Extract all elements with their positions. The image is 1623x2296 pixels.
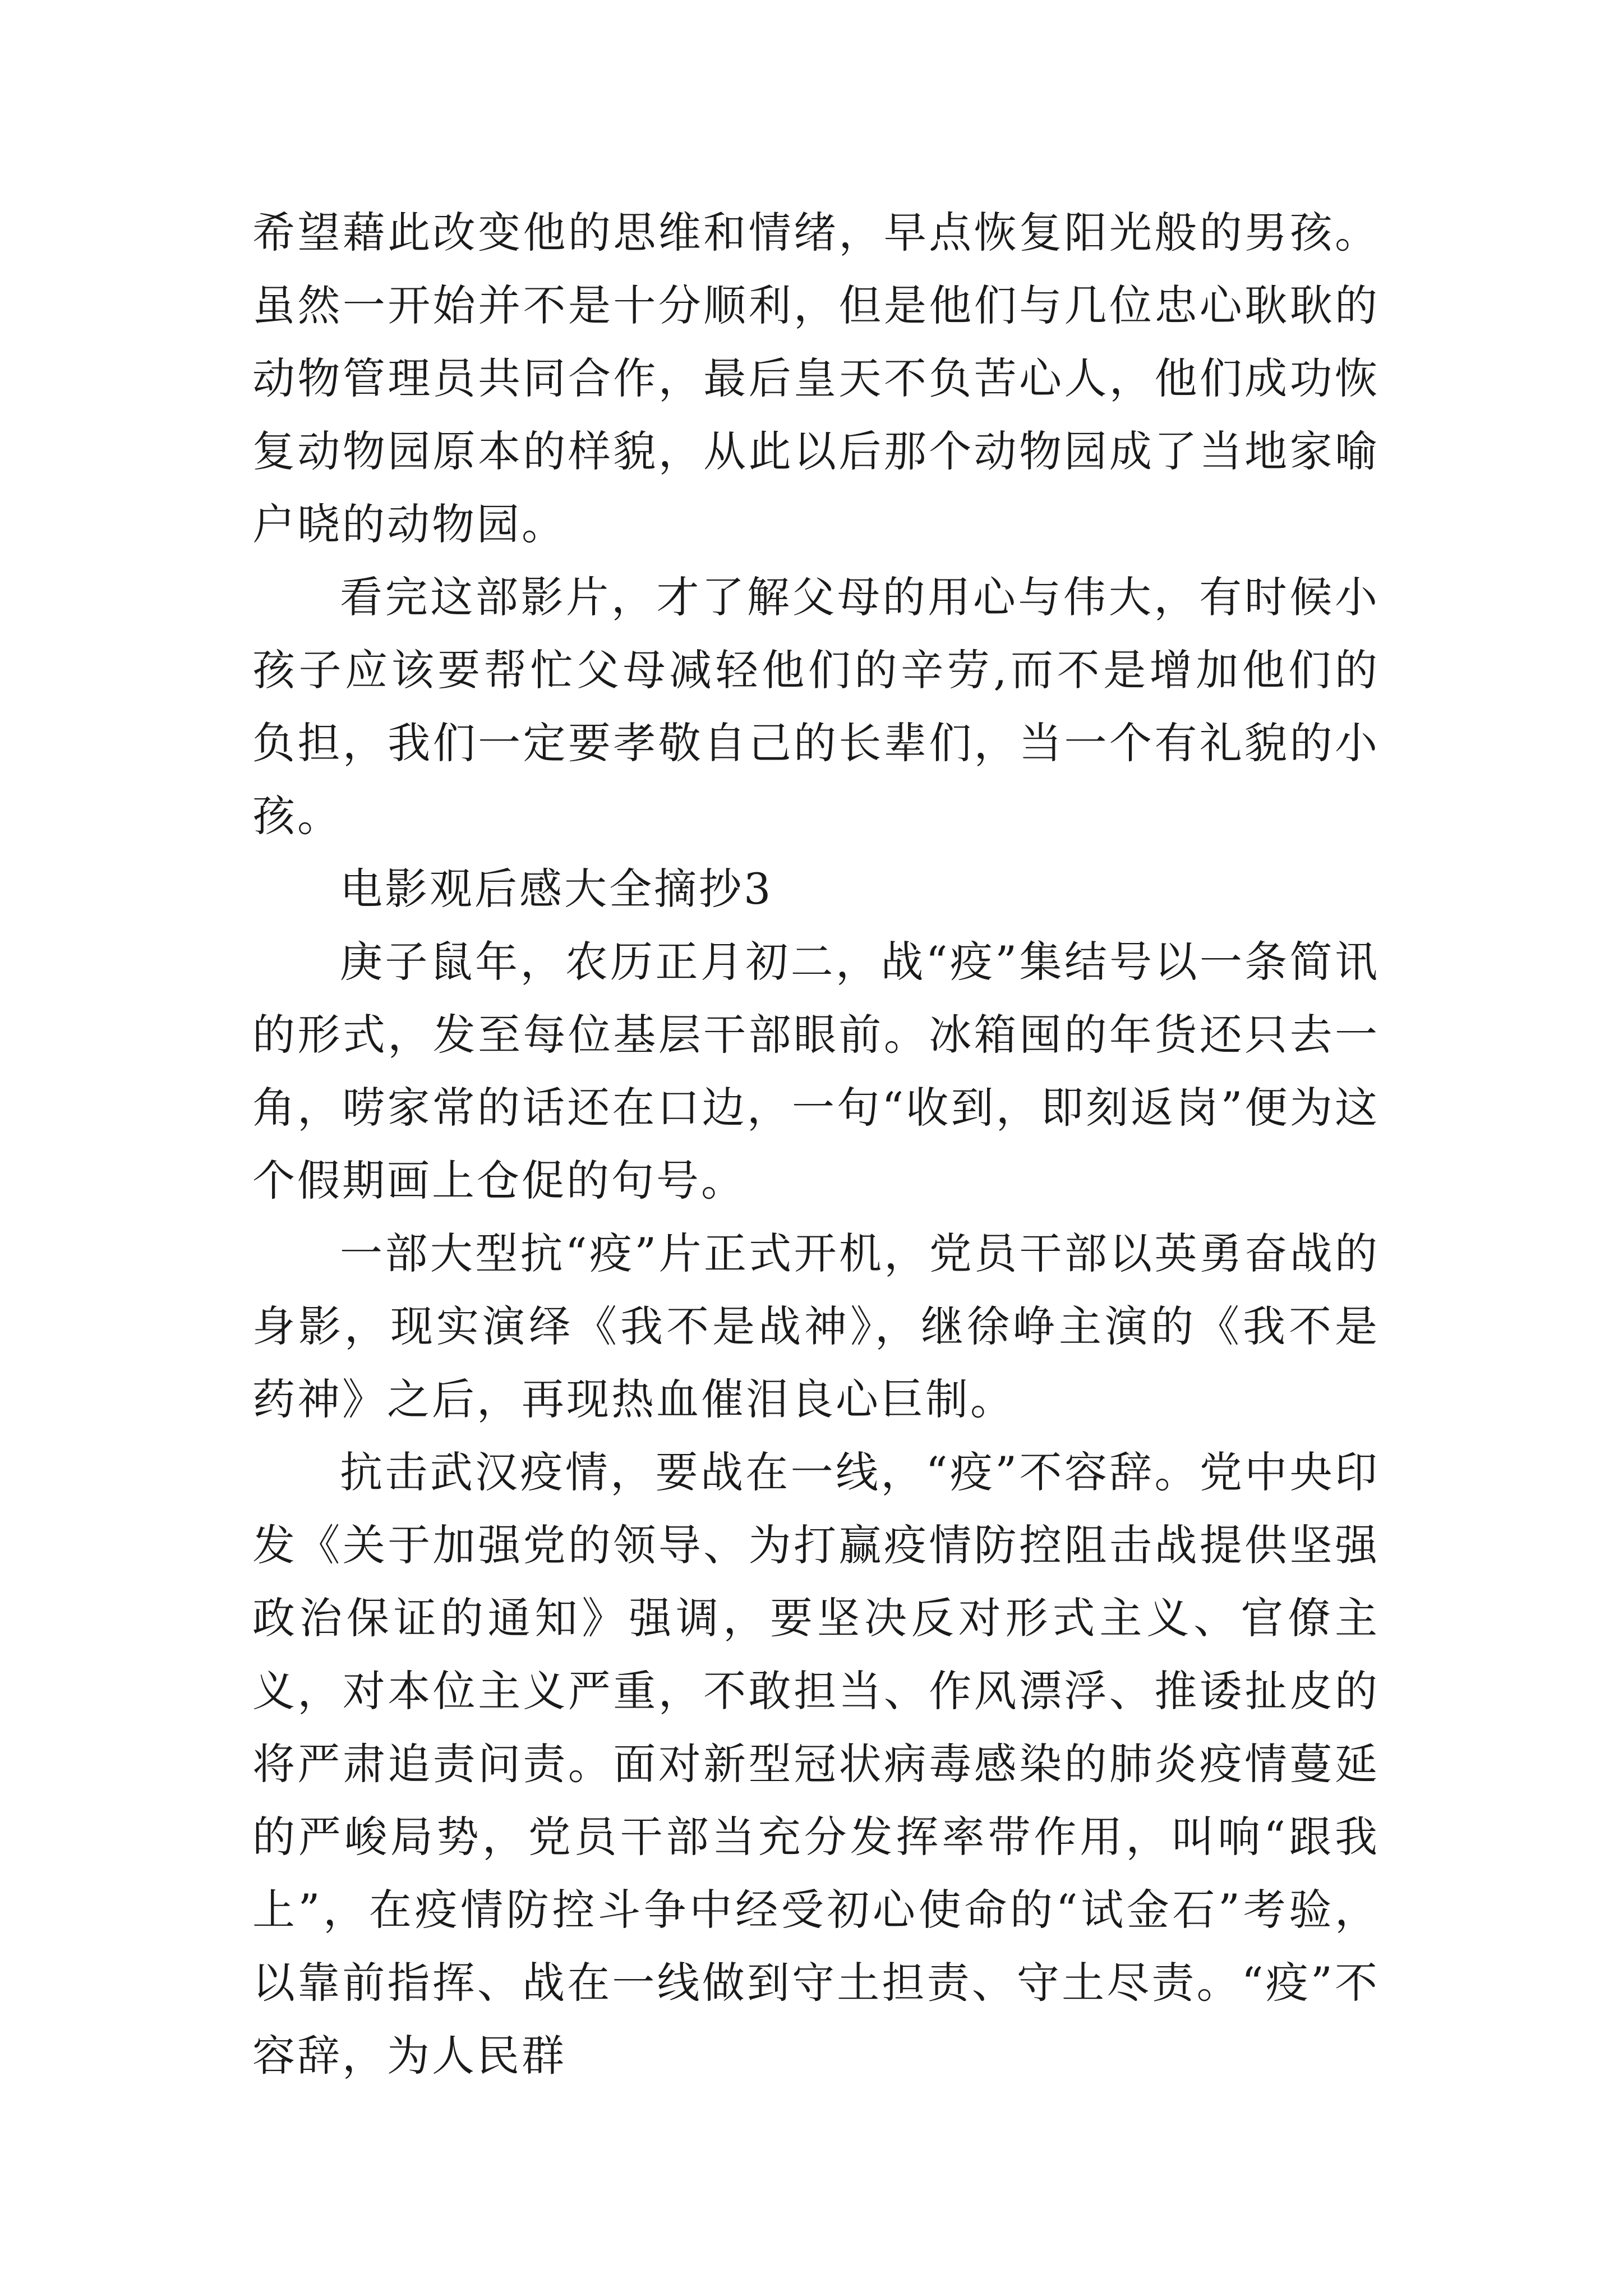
paragraph: 庚子鼠年，农历正月初二，战“疫”集结号以一条简讯的形式，发至每位基层干部眼前。冰箱囤的年货还只去一角，唠家常的话还在口边，一句“收到，即刻返岗”便为这个假期画上仓促的句号。 bbox=[252, 937, 1380, 1205]
section-heading: 电影观后感大全摘抄3 bbox=[340, 864, 773, 914]
paragraph: 抗击武汉疫情，要战在一线，“疫”不容辞。党中央印发《关于加强党的领导、为打赢疫情防控阻击战提供坚强政治保证的通知》强调，要坚决反对形式主义、官僚主义，对本位主义严重，不敢担当、作风漂浮、推诿扯皮的将严肃追责问责。面对新型冠状病毒感染的肺炎疫情蔓延的严峻局势，党员干部当充分发挥率带作用，叫响“跟我上”，在疫情防控斗争中经受初心使命的“试金石”考验，以靠前指挥、战在一线做到守土担责、守土尽责。“疫”不容辞，为人民群 bbox=[252, 1447, 1380, 2081]
paragraph: 一部大型抗“疫”片正式开机，党员干部以英勇奋战的身影，现实演绎《我不是战神》，继徐峥主演的《我不是药神》之后，再现热血催泪良心巨制。 bbox=[252, 1228, 1380, 1424]
document-body bbox=[252, 196, 1380, 2092]
paragraph: 看完这部影片，才了解父母的用心与伟大，有时候小孩子应该要帮忙父母减轻他们的辛劳,而不是增加他们的负担，我们一定要孝敬自己的长辈们，当一个有礼貌的小孩。 bbox=[252, 572, 1380, 841]
paragraph-continuation: 希望藉此改变他的思维和情绪，早点恢复阳光般的男孩。虽然一开始并不是十分顺利，但是他们与几位忠心耿耿的动物管理员共同合作，最后皇天不负苦心人，他们成功恢复动物园原本的样貌，从此以后那个动物园成了当地家喻户晓的动物园。 bbox=[252, 208, 1380, 549]
